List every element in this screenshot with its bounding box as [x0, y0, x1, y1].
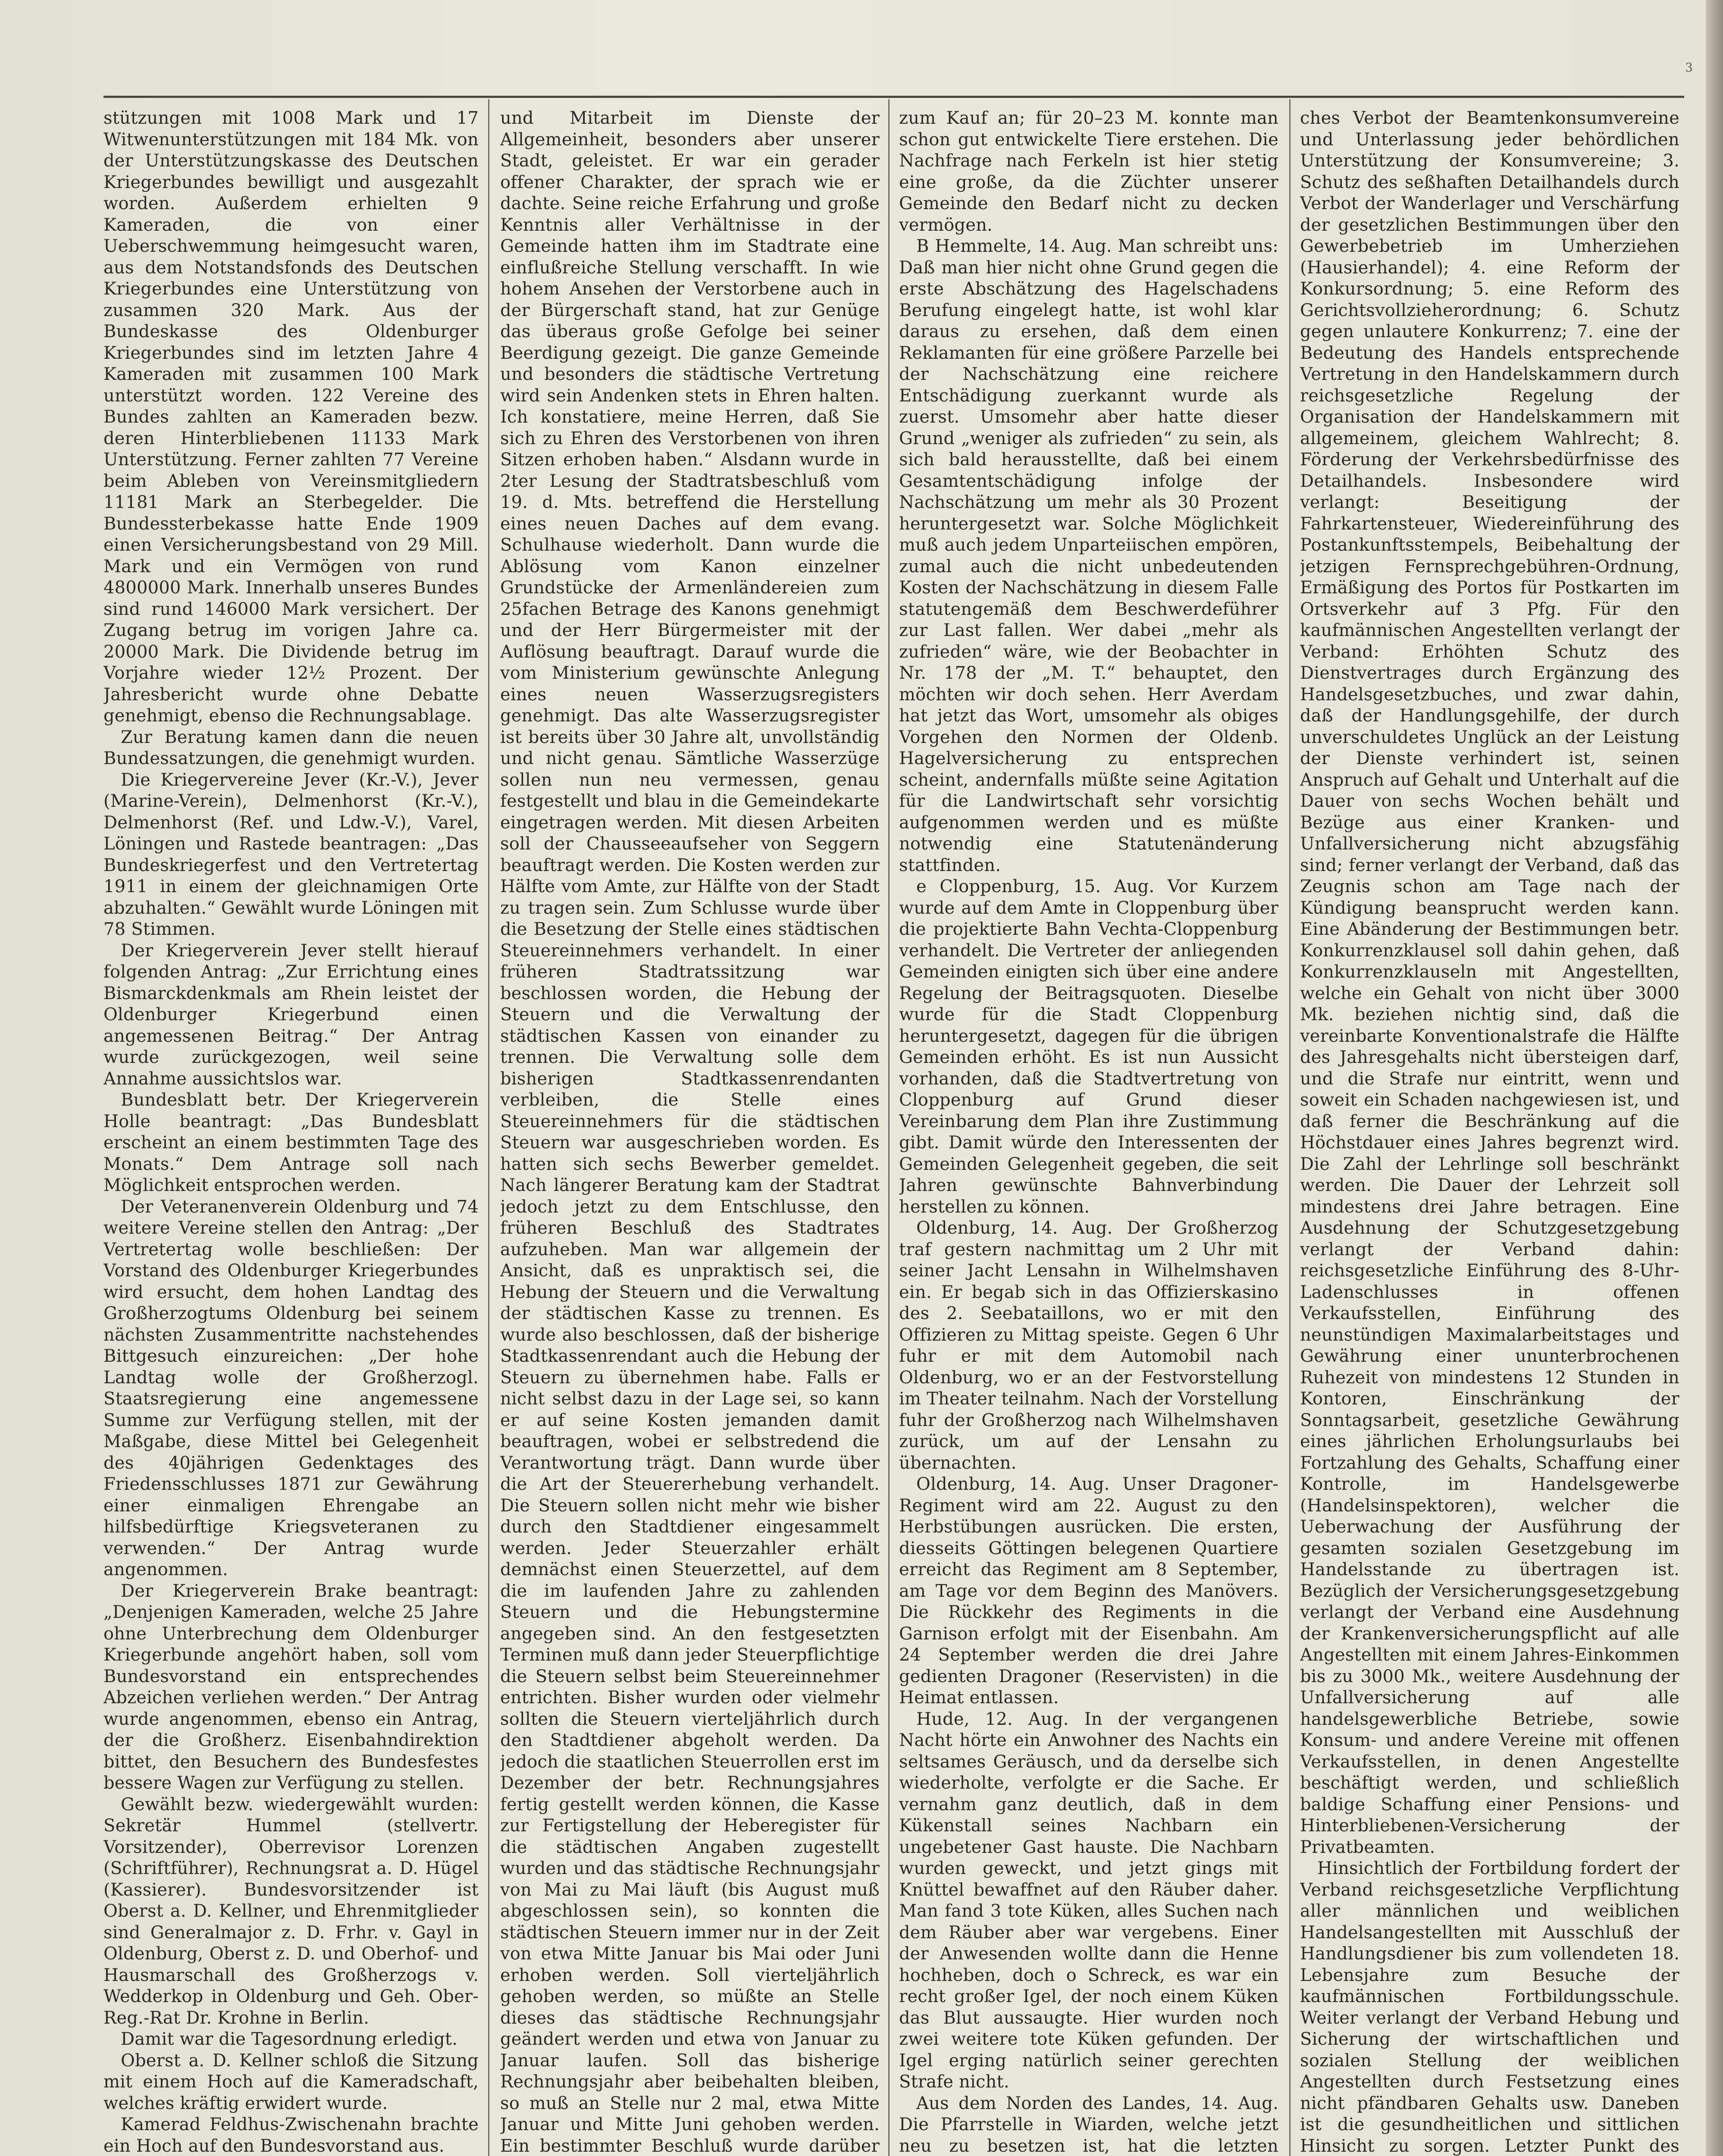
column-4 — [1300, 108, 1679, 2156]
article-paragraph: Hinsichtlich der Fortbildung fordert der Verband reichsgesetzliche Verpflichtung aller männlichen und weiblichen Handelsangestellten mit Ausschluß der Handlungsdiener bis zum vollendeten 18. Lebensjahre zum Besuche der kaufmännischen Fortbildungsschule. Weiter verlangt der Verband Hebung und Sicherung der wirtschaftlichen und sozialen Stellung der weiblichen Angestellten durch Festsetzung eines nicht pfändbaren Gehalts usw. Daneben ist die gesundheitlichen und sittlichen Hinsicht zu sorgen. Letzter Punkt des — [1300, 1858, 1679, 2156]
article-paragraph: Oldenburg, 14. Aug. Der Großherzog traf gestern nachmittag um 2 Uhr mit seiner Jacht Lensahn in Wilhelmshaven ein. Er begab sich in das Offizierskasino des 2. Seebataillons, wo er mit den Offizieren zu Mittag speiste. Gegen 6 Uhr fuhr er mit dem Automobil nach Oldenburg, wo er an der Festvorstellung im Theater teilnahm. Nach der Vorstellung fuhr der Großherzog nach Wilhelmshaven zurück, um auf der Lensahn zu übernachten. — [899, 1218, 1278, 1473]
article-paragraph: stützungen mit 1008 Mark und 17 Witwenunterstützungen mit 184 Mk. von der Unterstützungskasse des Deutschen Kriegerbundes bewilligt und ausgezahlt worden. Außerdem erhielten 9 Kameraden, die von einer Ueberschwemmung heimgesucht waren, aus dem Notstandsfonds des Deutschen Kriegerbundes eine Unterstützung von zusammen 320 Mark. Aus der Bundeskasse des Oldenburger Kriegerbundes sind im letzten Jahre 4 Kameraden mit zusammen 100 Mark unterstützt worden. 122 Vereine des Bundes zahlten an Kameraden bezw. deren Hinterbliebenen 11133 Mark Unterstützung. Ferner zahlten 77 Vereine beim Ableben von Vereinsmitgliedern 11181 Mark an Sterbegelder. Die Bundessterbekasse hatte Ende 1909 einen Versicherungsbestand von 29 Mill. Mark und ein Vermögen von rund 4800000 Mark. Innerhalb unseres Bundes sind rund 146000 Mark versichert. Der Zugang betrug im vorigen Jahre ca. 20000 Mark. Die Dividende betrug im Vorjahre wieder 12½ Prozent. Der Jahresbericht wurde ohne Debatte genehmigt, ebenso die Rechnungsablage. — [103, 108, 479, 726]
top-rule — [103, 96, 1684, 98]
article-paragraph: Hude, 12. Aug. In der vergangenen Nacht hörte ein Anwohner des Nachts ein seltsames Geräusch, und da derselbe sich wiederholte, verfolgte er die Sache. Er vernahm ganz deutlich, daß in dem Kükenstall seines Nachbarn ein ungebetener Gast hauste. Die Nachbarn wurden geweckt, und jetzt gings mit Knüttel bewaffnet auf den Räuber daher. Man fand 3 tote Küken, alles Suchen nach dem Räuber aber war vergebens. Einer der Anwesenden wollte dann die Henne hochheben, doch o Schreck, es war ein recht großer Igel, der noch einem Küken das Blut aussaugte. Hier wurden noch zwei weitere tote Küken gefunden. Der Igel erging natürlich seiner gerechten Strafe nicht. — [899, 1709, 1278, 2092]
article-paragraph: Oberst a. D. Kellner schloß die Sitzung mit einem Hoch auf die Kameradschaft, welches kräftig erwidert wurde. — [103, 2050, 479, 2113]
article-paragraph: und Mitarbeit im Dienste der Allgemeinheit, besonders aber unserer Stadt, geleistet. Er war ein gerader offener Charakter, der sprach wie er dachte. Seine reiche Erfahrung und große Kenntnis aller Verhältnisse in der Gemeinde hatten ihm im Stadtrate eine einflußreiche Stellung verschafft. In wie hohem Ansehen der Verstorbene auch in der Bürgerschaft stand, hat zur Genüge das überaus große Gefolge bei seiner Beerdigung gezeigt. Die ganze Gemeinde und besonders die städtische Vertretung wird sein Andenken stets in Ehren halten. Ich konstatiere, meine Herren, daß Sie sich zu Ehren des Verstorbenen von ihren Sitzen erhoben haben.“ Alsdann wurde in 2ter Lesung der Stadtratsbeschluß vom 19. d. Mts. betreffend die Herstellung eines neuen Daches auf dem evang. Schulhause wiederholt. Dann wurde die Ablösung vom Kanon einzelner Grundstücke der Armenländereien zum 25fachen Betrage des Kanons genehmigt und der Herr Bürgermeister mit der Auflösung beauftragt. Darauf wurde die vom Ministerium gewünschte Anlegung eines neuen Wasserzugsregisters genehmigt. Das alte Wasserzugsregister ist bereits über 30 Jahre alt, unvollständig und nicht genau. Sämtliche Wasserzüge sollen nun neu vermessen, genau festgestellt und blau in die Gemeindekarte eingetragen werden. Mit diesen Arbeiten soll der Chausseeaufseher von Seggern beauftragt werden. Die Kosten werden zur Hälfte vom Amte, zur Hälfte von der Stadt zu tragen sein. Zum Schlusse wurde über die Besetzung der Stelle eines städtischen Steuereinnehmers verhandelt. In einer früheren Stadtratssitzung war beschlossen worden, die Hebung der Steuern und die Verwaltung der städtischen Kassen von einander zu trennen. Die Verwaltung solle dem bisherigen Stadtkassenrendanten verbleiben, die Stelle eines Steuereinnehmers für die städtischen Steuern war ausgeschrieben worden. Es hatten sich sechs Bewerber gemeldet. Nach längerer Beratung kam der Stadtrat jedoch jetzt zu dem Entschlusse, den früheren Beschluß des Stadtrates aufzuheben. Man war allgemein der Ansicht, daß es unpraktisch sei, die Hebung der Steuern und die Verwaltung der städtischen Kasse zu trennen. Es wurde also beschlossen, daß der bisherige Stadtkassenrendant auch die Hebung der Steuern zu übernehmen habe. Falls er nicht selbst dazu in der Lage sei, so kann er auf seine Kosten jemanden damit beauftragen, wobei er selbstredend die Verantwortung trägt. Dann wurde über die Art der Steuererhebung verhandelt. Die Steuern sollen nicht mehr wie bisher durch den Stadtdiener eingesammelt werden. Jeder Steuerzahler erhält demnächst einen Steuerzettel, auf dem die im laufenden Jahre zu zahlenden Steuern und die Hebungstermine angegeben sind. An den festgesetzten Terminen muß dann jeder Steuerpflichtige die Steuern selbst beim Steuereinnehmer entrichten. Bisher wurden oder vielmehr sollten die Steuern vierteljährlich durch den Stadtdiener abgeholt werden. Da jedoch die staatlichen Steuerrollen erst im Dezember der betr. Rechnungsjahres fertig gestellt werden können, die Kasse zur Fertigstellung der Heberegister für die städtischen Angaben zugestellt wurden und das städtische Rechnungsjahr von Mai zu Mai läuft (bis August muß abgeschlossen sein), so konnten die städtischen Steuern immer nur in der Zeit von etwa Mitte Januar bis Mai oder Juni erhoben werden. Soll vierteljährlich gehoben werden, so müßte an Stelle dieses das städtische Rechnungsjahr geändert werden und etwa von Januar zu Januar laufen. Soll das bisherige Rechnungsjahr aber beibehalten bleiben, so muß an Stelle nur 2 mal, etwa Mitte Januar und Mitte Juni gehoben werden. Ein bestimmter Beschluß wurde darüber — [500, 108, 880, 2156]
article-paragraph: Gewählt bezw. wiedergewählt wurden: Sekretär Hummel (stellvertr. Vorsitzender), Oberrevisor Lorenzen (Schriftführer), Rechnungsrat a. D. Hügel (Kassierer). Bundesvorsitzender ist Oberst a. D. Kellner, und Ehrenmitglieder sind Generalmajor z. D. Frhr. v. Gayl in Oldenburg, Oberst z. D. und Oberhof- und Hausmarschall des Großherzogs v. Wedderkop in Oldenburg und Geh. Ober-Reg.-Rat Dr. Krohne in Berlin. — [103, 1794, 479, 2028]
column-1 — [103, 108, 479, 2156]
column-3 — [899, 108, 1278, 2156]
article-paragraph: Kamerad Feldhus-Zwischenahn brachte ein Hoch auf den Bundesvorstand aus. — [103, 2115, 479, 2156]
article-paragraph: Die Kriegervereine Jever (Kr.-V.), Jever (Marine-Verein), Delmenhorst (Kr.-V.), Delmenhorst (Ref. und Ldw.-V.), Varel, Löningen und Rastede beantragen: „Das Bundeskriegerfest und den Vertretertag 1911 in einem der gleichnamigen Orte abzuhalten.“ Gewählt wurde Löningen mit 78 Stimmen. — [103, 770, 479, 939]
column-divider — [1289, 99, 1291, 2156]
column-divider — [888, 99, 890, 2156]
article-paragraph: ches Verbot der Beamtenkonsumvereine und Unterlassung jeder behördlichen Unterstützung der Konsumvereine; 3. Schutz des seßhaften Detailhandels durch Verbot der Wanderlager und Verschärfung der gesetzlichen Bestimmungen über den Gewerbebetrieb im Umherziehen (Hausierhandel); 4. eine Reform der Konkursordnung; 5. eine Reform des Gerichtsvollzieherordnung; 6. Schutz gegen unlautere Konkurrenz; 7. eine der Bedeutung des Handels entsprechende Vertretung in den Handelskammern durch reichsgesetzliche Regelung der Organisation der Handelskammern mit allgemeinem, gleichem Wahlrecht; 8. Förderung der Verkehrsbedürfnisse des Detailhandels. Insbesondere wird verlangt: Beseitigung der Fahrkartensteuer, Wiedereinführung des Postankunftsstempels, Beibehaltung der jetzigen Fernsprechgebühren-Ordnung, Ermäßigung des Portos für Postkarten im Ortsverkehr auf 3 Pfg. Für den kaufmännischen Angestellten verlangt der Verband: Erhöhten Schutz des Dienstvertrages durch Ergänzung des Handelsgesetzbuches, und zwar dahin, daß der Handlungsgehilfe, der durch unverschuldetes Unglück an der Leistung der Dienste verhindert ist, seinen Anspruch auf Gehalt und Unterhalt auf die Dauer von sechs Wochen behält und Bezüge aus einer Kranken- und Unfallversicherung nicht abzugsfähig sind; ferner verlangt der Verband, daß das Zeugnis schon am Tage nach der Kündigung beansprucht werden kann. Eine Abänderung der Bestimmungen betr. Konkurrenzklausel soll dahin gehen, daß Konkurrenzklauseln mit Angestellten, welche ein Gehalt von nicht über 3000 Mk. beziehen nichtig sind, daß die vereinbarte Konventionalstrafe die Hälfte des Jahresgehalts nicht übersteigen darf, und die Strafe nur eintritt, wenn und soweit ein Schaden nachgewiesen ist, und daß ferner die Beschränkung auf die Höchstdauer eines Jahres begrenzt wird. Die Zahl der Lehrlinge soll beschränkt werden. Die Dauer der Lehrzeit soll mindestens drei Jahre betragen. Eine Ausdehnung der Schutzgesetzgebung verlangt der Verband dahin: reichsgesetzliche Einführung des 8-Uhr-Ladenschlusses in offenen Verkaufsstellen, Einführung des neunstündigen Maximalarbeitstages und Gewährung einer ununterbrochenen Ruhezeit von mindestens 12 Stunden in Kontoren, Einschränkung der Sonntagsarbeit, gesetzliche Gewährung eines jährlichen Erholungsurlaubs bei Fortzahlung des Gehalts, Schaffung einer Kontrolle, im Handelsgewerbe (Handelsinspektoren), welcher die Ueberwachung der Ausführung der gesamten sozialen Gesetzgebung im Handelsstande zu übertragen ist. Bezüglich der Versicherungsgesetzgebung verlangt der Verband eine Ausdehnung der Krankenversicherungspflicht auf alle Angestellten mit einem Jahres-Einkommen bis zu 3000 Mk., weitere Ausdehnung der Unfallversicherung auf alle handelsgewerbliche Betriebe, sowie Konsum- und andere Vereine mit offenen Verkaufsstellen, in denen Angestellte beschäftigt werden, und schließlich baldige Schaffung einer Pensions- und Hinterbliebenen-Versicherung der Privatbeamten. — [1300, 108, 1679, 1857]
article-paragraph: e Cloppenburg, 15. Aug. Vor Kurzem wurde auf dem Amte in Cloppenburg über die projektierte Bahn Vechta-Cloppenburg verhandelt. Die Vertreter der anliegenden Gemeinden einigten sich über eine andere Regelung der Beitragsquoten. Dieselbe wurde für die Stadt Cloppenburg heruntergesetzt, dagegen für die übrigen Gemeinden erhöht. Es ist nun Aussicht vorhanden, daß die Stadtvertretung von Cloppenburg auf Grund dieser Vereinbarung dem Plan ihre Zustimmung gibt. Damit würde den Interessenten der Gemeinden Gelegenheit gegeben, die seit Jahren gewünschte Bahnverbindung herstellen zu können. — [899, 877, 1278, 1217]
page-number: 3 — [1685, 60, 1693, 75]
article-paragraph: B Hemmelte, 14. Aug. Man schreibt uns: Daß man hier nicht ohne Grund gegen die erste Abschätzung des Hagelschadens Berufung eingelegt hatte, ist wohl klar daraus zu ersehen, daß dem einen Reklamanten für eine größere Parzelle bei der Nachschätzung eine reichere Entschädigung zuerkannt wurde als zuerst. Umsomehr aber hatte dieser Grund „weniger als zufrieden“ zu sein, als sich bald herausstellte, daß bei einem Gesamtentschädigung infolge der Nachschätzung um mehr als 30 Prozent heruntergesetzt war. Solche Möglichkeit muß auch jedem Unparteiischen empören, zumal auch die nicht unbedeutenden Kosten der Nachschätzung in diesem Falle statutengemäß dem Beschwerdeführer zur Last fallen. Wer dabei „mehr als zufrieden“ wäre, wie der Beobachter in Nr. 178 der „M. T.“ behauptet, den möchten wir doch sehen. Herr Averdam hat jetzt das Wort, umsomehr als obiges Vorgehen den Normen der Oldenb. Hagelversicherung zu entsprechen scheint, andernfalls müßte seine Agitation für die Landwirtschaft sehr vorsichtig aufgenommen werden und es müßte notwendig eine Statutenänderung stattfinden. — [899, 236, 1278, 875]
article-paragraph: Der Kriegerverein Brake beantragt: „Denjenigen Kameraden, welche 25 Jahre ohne Unterbrechung dem Oldenburger Kriegerbunde angehört haben, soll vom Bundesvorstand ein entsprechendes Abzeichen verliehen werden.“ Der Antrag wurde angenommen, ebenso ein Antrag, der die Großherz. Eisenbahndirektion bittet, den Besuchern des Bundesfestes bessere Wagen zur Verfügung zu stellen. — [103, 1581, 479, 1793]
article-paragraph: Bundesblatt betr. Der Kriegerverein Holle beantragt: „Das Bundesblatt erscheint an einem bestimmten Tage des Monats.“ Dem Antrage soll nach Möglichkeit entsprochen werden. — [103, 1090, 479, 1195]
page-edge-shadow — [1706, 0, 1723, 2156]
article-paragraph: Der Kriegerverein Jever stellt hierauf folgenden Antrag: „Zur Errichtung eines Bismarckdenkmals am Rhein leistet der Oldenburger Kriegerbund einen angemessenen Beitrag.“ Der Antrag wurde zurückgezogen, weil seine Annahme aussichtslos war. — [103, 940, 479, 1089]
article-paragraph: Zur Beratung kamen dann die neuen Bundessatzungen, die genehmigt wurden. — [103, 727, 479, 768]
article-paragraph: Der Veteranenverein Oldenburg und 74 weitere Vereine stellen den Antrag: „Der Vertretertag wolle beschließen: Der Vorstand des Oldenburger Kriegerbundes wird ersucht, dem hohen Landtag des Großherzogtums Oldenburg bei seinem nächsten Zusammentritte nachstehendes Bittgesuch einzureichen: „Der hohe Landtag wolle der Großherzogl. Staatsregierung eine angemessene Summe zur Verfügung stellen, mit der Maßgabe, diese Mittel bei Gelegenheit des 40jährigen Gedenktages des Friedensschlusses 1871 zur Gewährung einer einmaligen Ehrengabe an hilfsbedürftige Kriegsveteranen zu verwenden.“ Der Antrag wurde angenommen. — [103, 1197, 479, 1579]
article-paragraph: Oldenburg, 14. Aug. Unser Dragoner-Regiment wird am 22. August zu den Herbstübungen ausrücken. Die ersten, diesseits Göttingen belegenen Quartiere erreicht das Regiment am 8 September, am Tage vor dem Beginn des Manövers. Die Rückkehr des Regiments in die Garnison erfolgt mit der Eisenbahn. Am 24 September werden die drei Jahre gedienten Dragoner (Reservisten) in die Heimat entlassen. — [899, 1474, 1278, 1708]
article-paragraph: zum Kauf an; für 20–23 M. konnte man schon gut entwickelte Tiere erstehen. Die Nachfrage nach Ferkeln ist hier stetig eine große, da die Züchter unserer Gemeinde den Bedarf nicht zu decken vermögen. — [899, 108, 1278, 235]
column-2 — [500, 108, 880, 2156]
article-paragraph: Damit war die Tagesordnung erledigt. — [121, 2029, 458, 2049]
article-paragraph: Aus dem Norden des Landes, 14. Aug. Die Pfarrstelle in Wiarden, welche jetzt neu zu besetzen ist, hat die letzten — [899, 2093, 1278, 2156]
column-divider — [488, 99, 489, 2156]
